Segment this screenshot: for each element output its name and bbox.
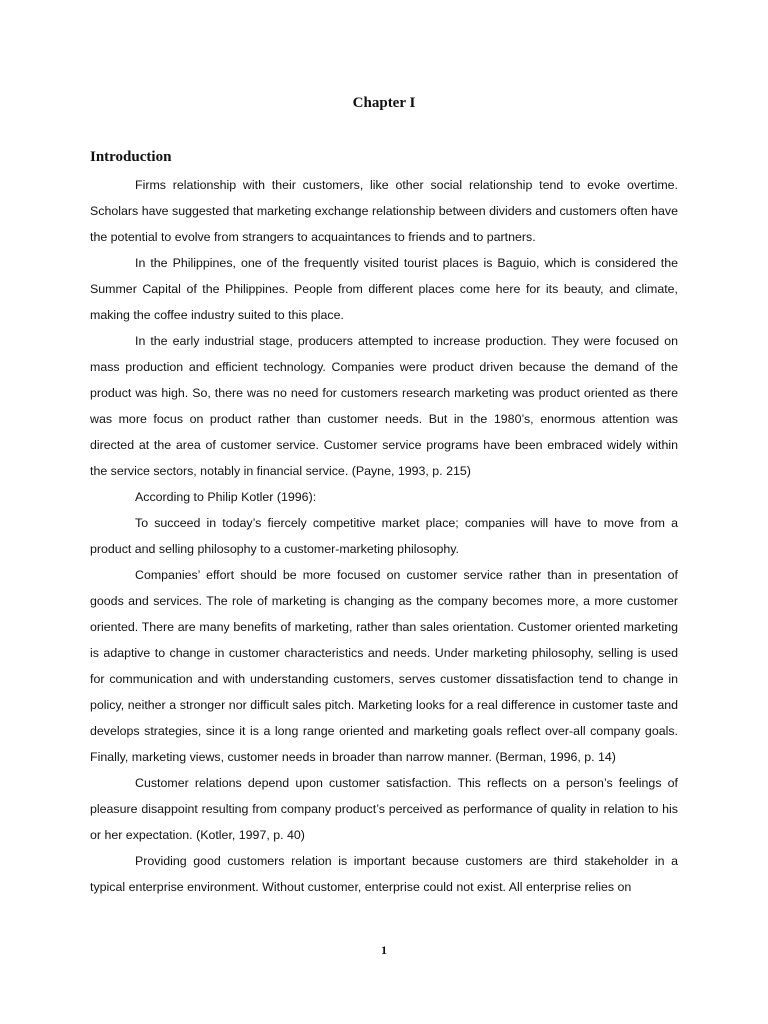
paragraph: In the Philippines, one of the frequently visited tourist places is Baguio, which is considered the Summer Capital of the Philippines. People from different places come here for its beauty, and climate, making the coffee industry suited to this place.: [90, 256, 678, 322]
body-text: [90, 172, 678, 900]
paragraph: Companies’ effort should be more focused on customer service rather than in presentation of goods and services. The role of marketing is changing as the company becomes more, a more customer oriented. There are many benefits of marketing, rather than sales orientation. Customer oriented marketing is adaptive to change in customer characteristics and needs. Under marketing philosophy, selling is used for communication and with understanding customers, serves customer dissatisfaction tend to change in policy, neither a stronger nor difficult sales pitch. Marketing looks for a real difference in customer taste and develops strategies, since it is a long range oriented and marketing goals reflect over-all company goals. Finally, marketing views, customer needs in broader than narrow manner. (Berman, 1996, p. 14): [90, 568, 678, 764]
paragraph: In the early industrial stage, producers attempted to increase production. They were focused on mass production and efficient technology. Companies were product driven because the demand of the product was high. So, there was no need for customers research marketing was product oriented as there was more focus on product rather than customer needs. But in the 1980’s, enormous attention was directed at the area of customer service. Customer service programs have been embraced widely within the service sectors, notably in financial service. (Payne, 1993, p. 215): [90, 334, 678, 478]
paragraph: To succeed in today’s fiercely competitive market place; companies will have to move from a product and selling philosophy to a customer-marketing philosophy.: [90, 516, 678, 556]
paragraph: According to Philip Kotler (1996):: [135, 490, 317, 504]
paragraph: Customer relations depend upon customer satisfaction. This reflects on a person’s feelings of pleasure disappoint resulting from company product’s perceived as performance of quality in relation to his or her expectation. (Kotler, 1997, p. 40): [90, 776, 678, 842]
paragraph: Providing good customers relation is important because customers are third stakeholder in a typical enterprise environment. Without customer, enterprise could not exist. All enterprise relies on: [90, 854, 678, 894]
paragraph: Firms relationship with their customers, like other social relationship tend to evoke overtime. Scholars have suggested that marketing exchange relationship between dividers and customers often have the potential to evolve from strangers to acquaintances to friends and to partners.: [90, 178, 678, 244]
section-heading: Introduction: [90, 149, 172, 165]
page-number: 1: [381, 943, 387, 957]
chapter-title: Chapter I: [352, 95, 416, 111]
